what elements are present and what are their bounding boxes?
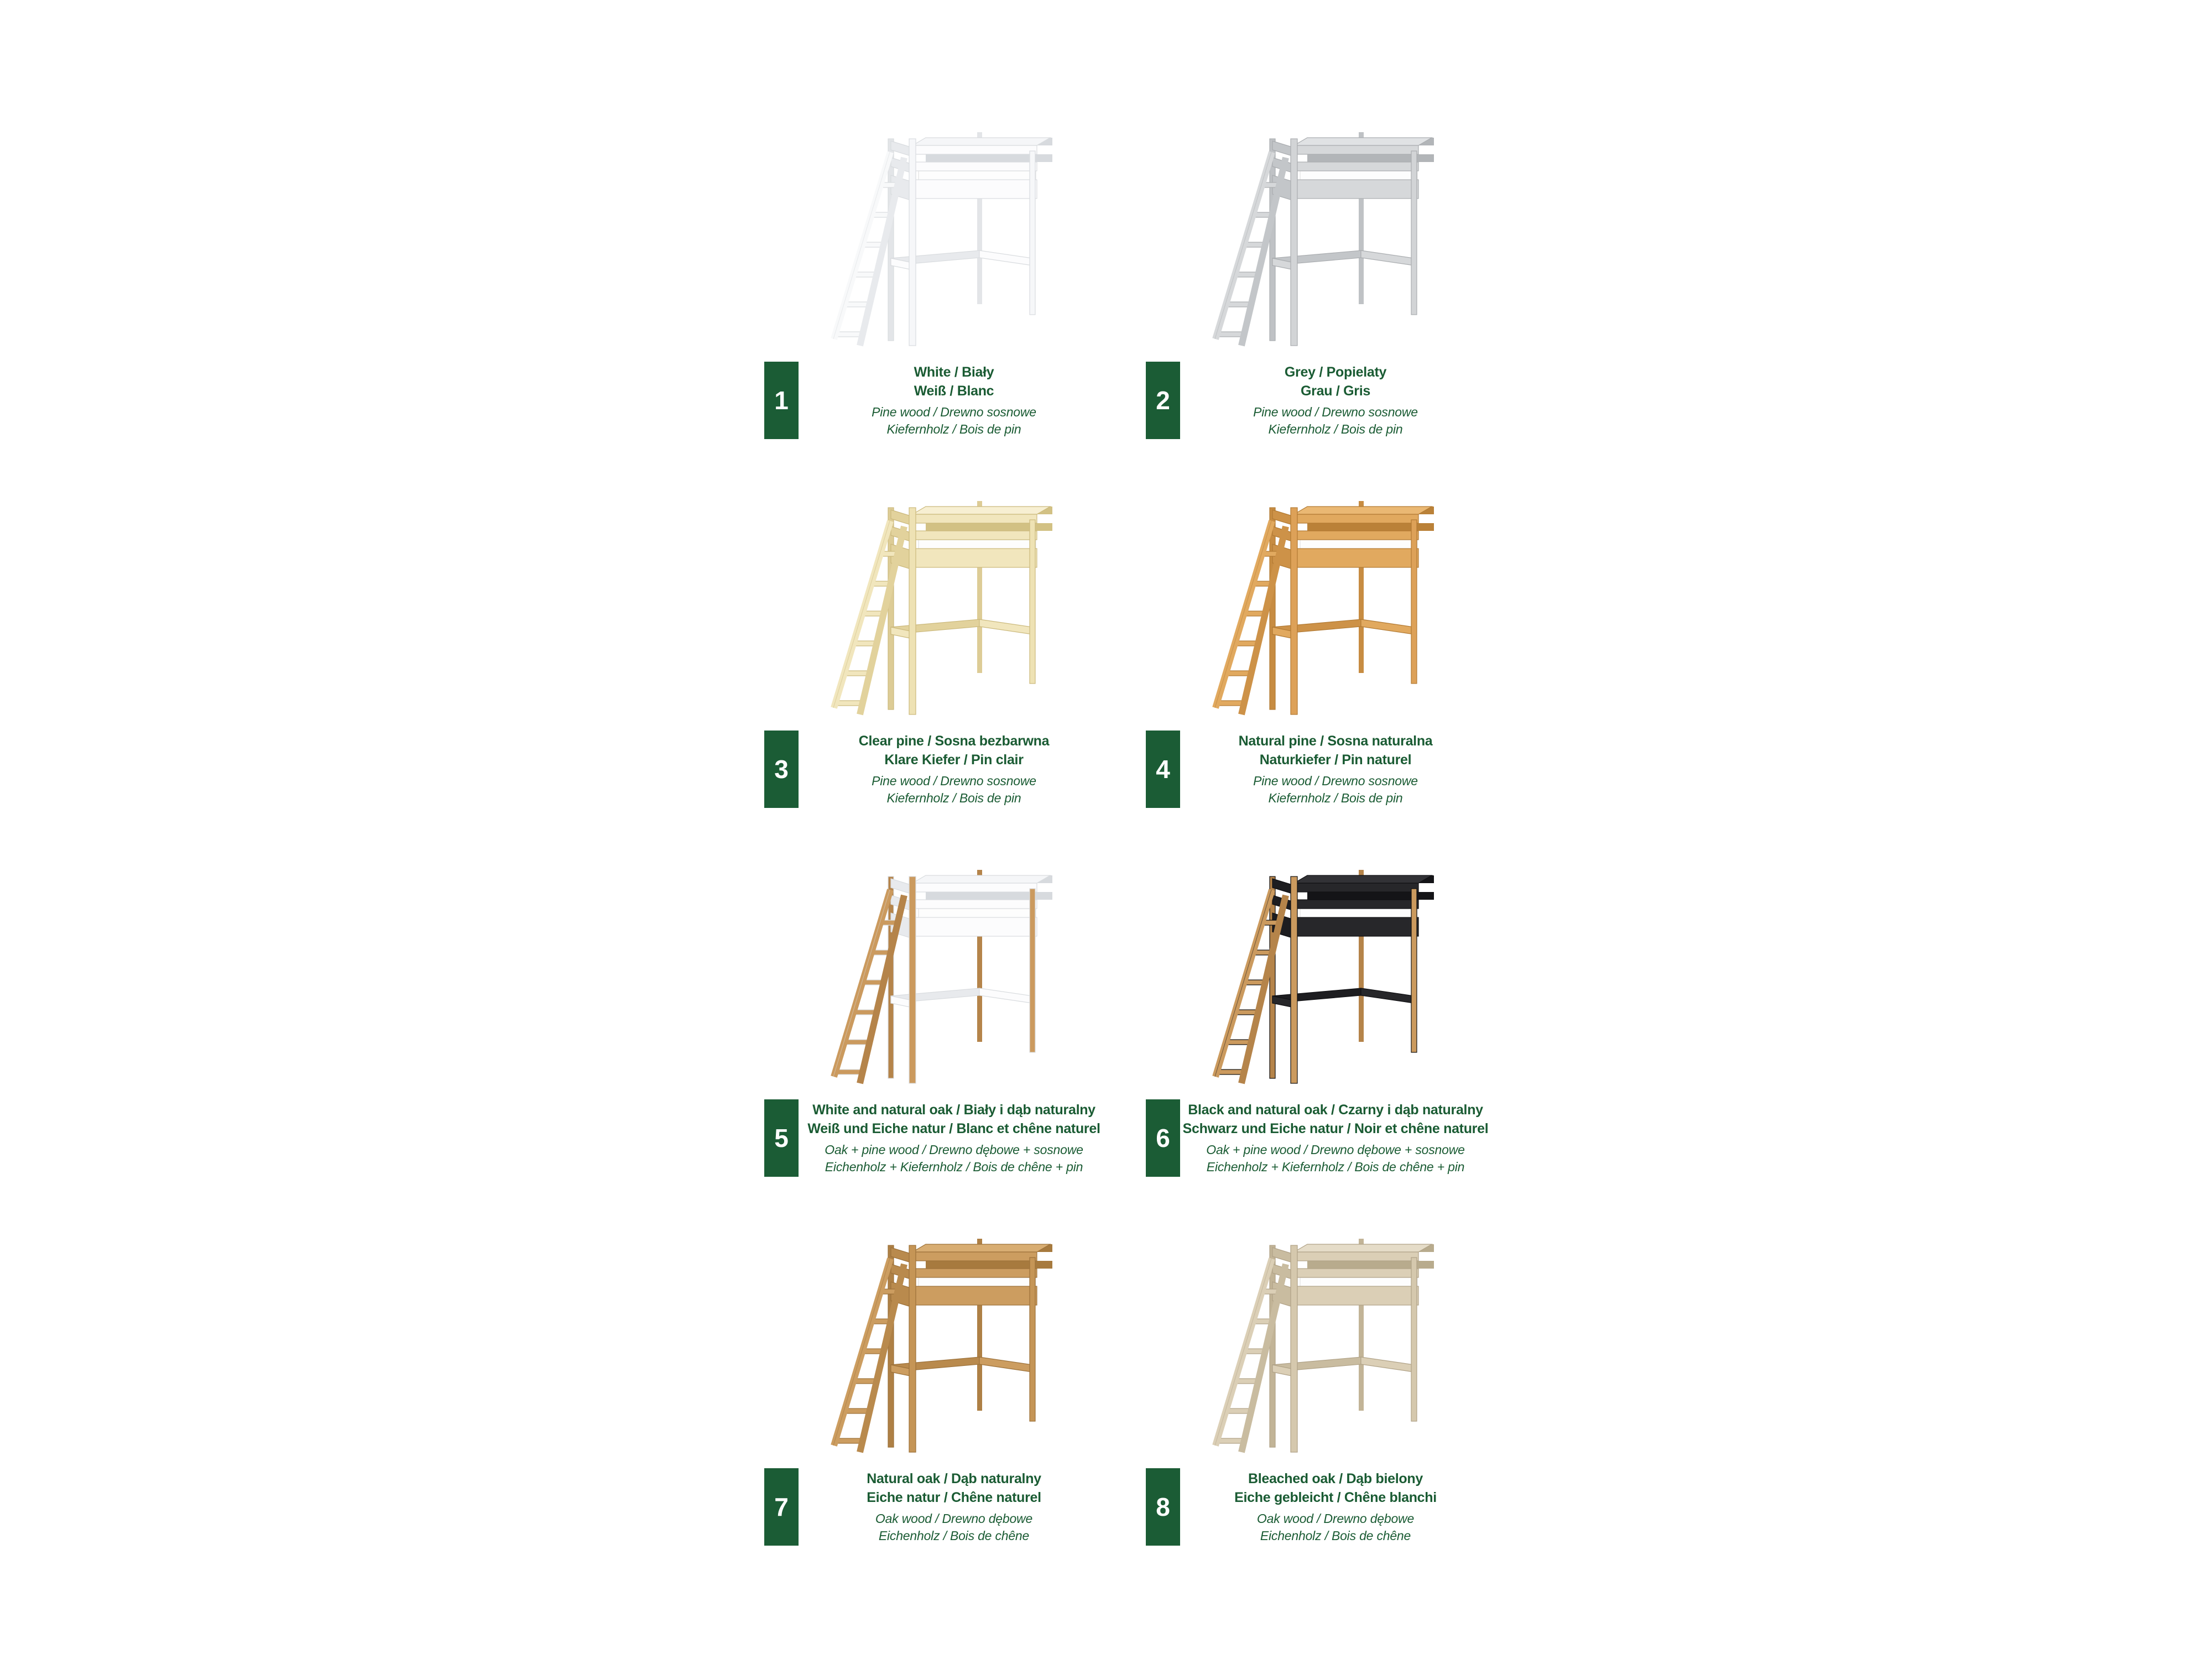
- variant-cell-4: [1145, 491, 1526, 860]
- variant-caption: [763, 362, 1145, 439]
- variant-name-line1: Grey / Popielaty: [1284, 364, 1387, 380]
- variant-caption: [763, 1468, 1145, 1546]
- variant-caption: [1145, 1468, 1526, 1546]
- variant-cell-2: [1145, 122, 1526, 491]
- variant-cell-5: [763, 860, 1145, 1229]
- variant-material-line1: Pine wood / Drewno sosnowe: [1253, 774, 1418, 788]
- variant-material-line1: Oak + pine wood / Drewno dębowe + sosnowe: [825, 1142, 1083, 1157]
- loft-bed-image-white: [810, 122, 1098, 354]
- variant-number-badge: 3: [764, 731, 799, 808]
- loft-bed-image-white-oak: [810, 860, 1098, 1092]
- variant-material-line1: Oak wood / Drewno dębowe: [875, 1511, 1033, 1526]
- variant-cell-6: [1145, 860, 1526, 1229]
- variant-number-badge: 7: [764, 1468, 799, 1546]
- variant-material-line2: Eichenholz + Kiefernholz / Bois de chêne + pin: [825, 1160, 1083, 1174]
- loft-bed-svg: [810, 860, 1098, 1092]
- loft-bed-image-natural-pine: [1192, 491, 1479, 723]
- variant-name-line2: Eiche natur / Chêne naturel: [867, 1490, 1041, 1505]
- variant-material-line2: Eichenholz + Kiefernholz / Bois de chêne + pin: [1206, 1160, 1465, 1174]
- variant-material-line2: Kiefernholz / Bois de pin: [886, 791, 1021, 805]
- variant-name-line1: Black and natural oak / Czarny i dąb naturalny: [1188, 1102, 1483, 1118]
- variant-name-line2: Naturkiefer / Pin naturel: [1259, 752, 1412, 768]
- variant-material-line1: Pine wood / Drewno sosnowe: [872, 774, 1036, 788]
- loft-bed-image-black-oak: [1192, 860, 1479, 1092]
- variant-material-line1: Oak wood / Drewno dębowe: [1256, 1511, 1415, 1526]
- variant-caption: [1145, 1099, 1526, 1177]
- variant-number-badge: 5: [764, 1099, 799, 1177]
- variant-material-line1: Pine wood / Drewno sosnowe: [872, 405, 1036, 419]
- loft-bed-image-bleached-oak: [1192, 1229, 1479, 1461]
- variant-cell-7: [763, 1229, 1145, 1598]
- loft-bed-image-grey: [1192, 122, 1479, 354]
- variant-labels: [763, 731, 1145, 807]
- variant-labels: [1145, 1099, 1526, 1176]
- variant-labels: [1145, 1468, 1526, 1545]
- loft-bed-svg: [810, 1229, 1098, 1461]
- variant-labels: [763, 1468, 1145, 1545]
- variant-name-line1: Natural oak / Dąb naturalny: [867, 1471, 1041, 1486]
- variant-grid: [763, 122, 1526, 1598]
- variant-caption: [763, 731, 1145, 808]
- variant-material-line2: Eichenholz / Bois de chêne: [1260, 1528, 1411, 1543]
- variant-caption: [1145, 362, 1526, 439]
- variant-name-line2: Schwarz und Eiche natur / Noir et chêne naturel: [1182, 1121, 1489, 1136]
- variant-material-line2: Kiefernholz / Bois de pin: [1268, 791, 1403, 805]
- variant-caption: [763, 1099, 1145, 1177]
- variant-name-line1: White and natural oak / Biały i dąb naturalny: [812, 1102, 1095, 1118]
- variant-material-line1: Pine wood / Drewno sosnowe: [1253, 405, 1418, 419]
- variant-labels: [763, 1099, 1145, 1176]
- loft-bed-svg: [1192, 491, 1479, 723]
- loft-bed-image-natural-oak: [810, 1229, 1098, 1461]
- variant-number-badge: 1: [764, 362, 799, 439]
- variant-labels: [1145, 362, 1526, 438]
- variant-name-line1: Natural pine / Sosna naturalna: [1238, 733, 1433, 749]
- variant-cell-1: [763, 122, 1145, 491]
- loft-bed-svg: [1192, 860, 1479, 1092]
- loft-bed-svg: [810, 491, 1098, 723]
- variant-caption: [1145, 731, 1526, 808]
- variant-number-badge: 2: [1146, 362, 1180, 439]
- variant-name-line2: Grau / Gris: [1301, 383, 1370, 399]
- variant-material-line1: Oak + pine wood / Drewno dębowe + sosnowe: [1206, 1142, 1465, 1157]
- variant-number-badge: 4: [1146, 731, 1180, 808]
- loft-bed-svg: [810, 122, 1098, 354]
- variant-number-badge: 8: [1146, 1468, 1180, 1546]
- variant-labels: [763, 362, 1145, 438]
- variant-material-line2: Kiefernholz / Bois de pin: [886, 422, 1021, 436]
- variant-name-line1: White / Biały: [914, 364, 994, 380]
- variant-labels: [1145, 731, 1526, 807]
- variant-name-line2: Weiß und Eiche natur / Blanc et chêne naturel: [807, 1121, 1100, 1136]
- variant-name-line1: Bleached oak / Dąb bielony: [1248, 1471, 1423, 1486]
- variant-name-line2: Klare Kiefer / Pin clair: [884, 752, 1024, 768]
- variant-name-line1: Clear pine / Sosna bezbarwna: [858, 733, 1050, 749]
- variant-material-line2: Kiefernholz / Bois de pin: [1268, 422, 1403, 436]
- variant-cell-3: [763, 491, 1145, 860]
- variant-number-badge: 6: [1146, 1099, 1180, 1177]
- variant-material-line2: Eichenholz / Bois de chêne: [878, 1528, 1030, 1543]
- loft-bed-image-clear-pine: [810, 491, 1098, 723]
- variant-name-line2: Weiß / Blanc: [914, 383, 994, 399]
- loft-bed-svg: [1192, 1229, 1479, 1461]
- loft-bed-svg: [1192, 122, 1479, 354]
- variant-name-line2: Eiche gebleicht / Chêne blanchi: [1234, 1490, 1437, 1505]
- variant-cell-8: [1145, 1229, 1526, 1598]
